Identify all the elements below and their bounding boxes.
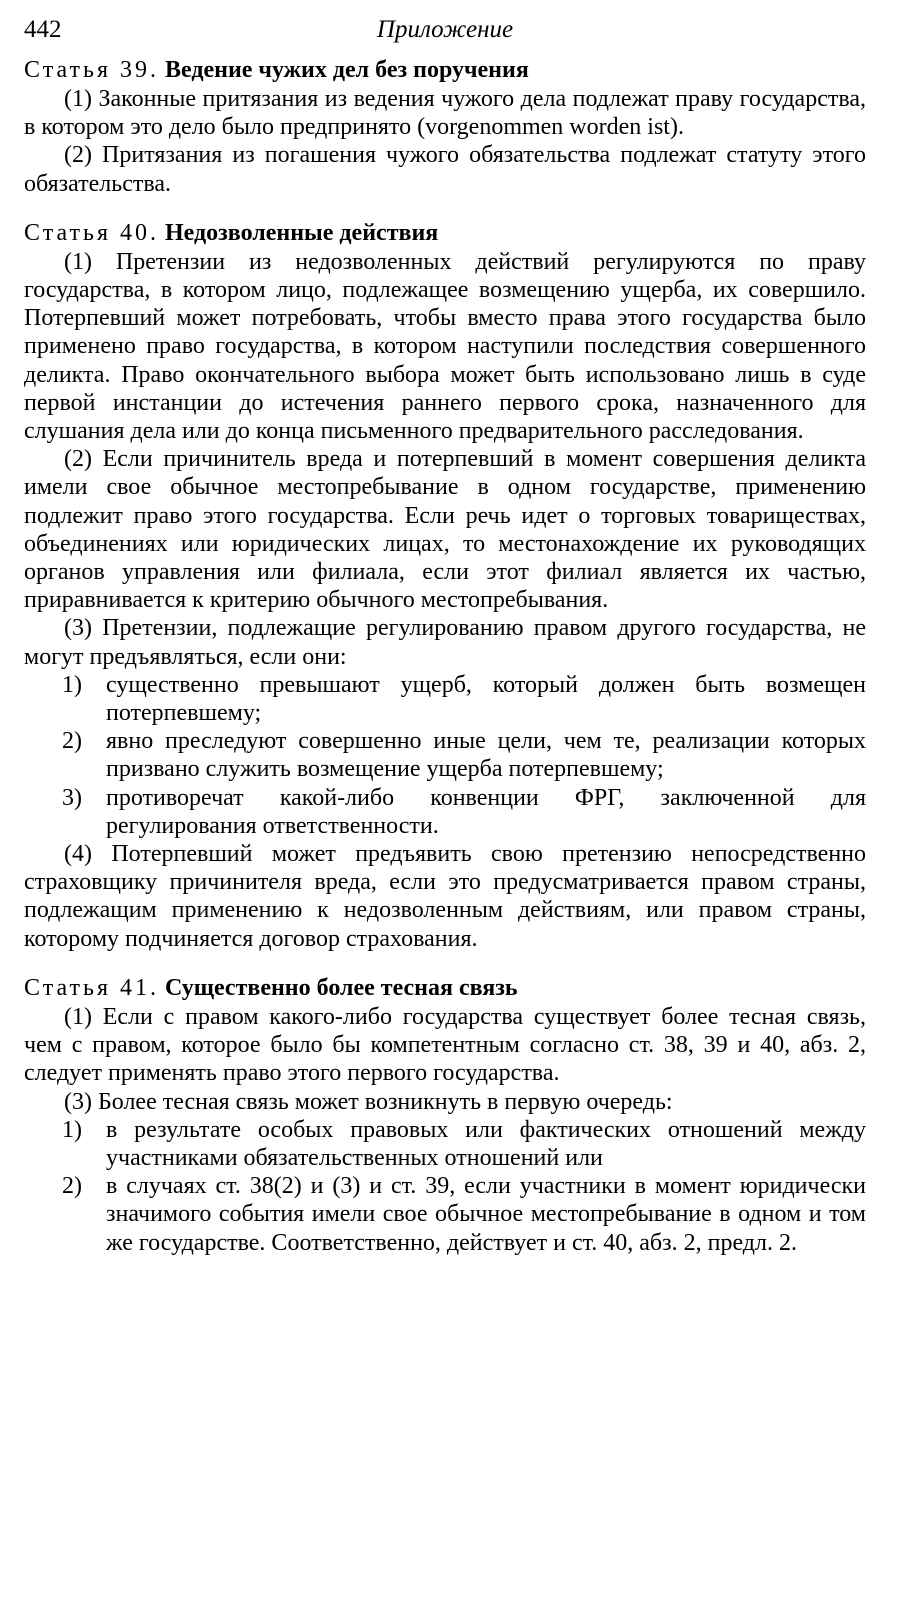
article-40 [24,219,866,953]
article-title: Недозволенные действия [164,219,439,246]
list-item [24,784,866,840]
paragraph: (3) Претензии, подлежащие регулированию правом другого государства, не могут предъявляться, если они: [24,615,866,670]
list-number: 3) [62,784,82,811]
list-text: существенно превышают ущерб, который должен быть возмещен потерпевшему; [106,671,866,727]
article-41 [24,974,866,1257]
list-text: в случаях ст. 38(2) и (3) и ст. 39, если участники в момент юридически значимого события имели свое обычное местопребывание в одном и том же государстве. Соответственно, действует и ст. 40, абз. 2, предл. 2. [106,1173,866,1256]
page-number: 442 [24,16,62,43]
paragraph: (2) Притязания из погашения чужого обязательства подлежат статуту этого обязательства. [24,142,866,197]
article-heading [24,974,866,1003]
paragraph: (1) Претензии из недозволенных действий регулируются по праву государства, в котором лицо, подлежащее возмещению ущерба, их совершило. Потерпевший может потребовать, чтобы вместо права этого государства было применено право государства, в котором наступили последствия совершенного деликта. Право окончательного выбора может быть использовано лишь в суде первой инстанции до истечения раннего первого срока, назначенного для слушания дела или до конца письменного предварительного расследования. [24,248,866,445]
list-number: 1) [62,1116,82,1143]
article-heading [24,56,866,85]
list-number: 1) [62,671,82,698]
article-title: Ведение чужих дел без поручения [164,57,529,83]
list-item [24,1172,866,1257]
list-text: противоречат какой-либо конвенции ФРГ, заключенной для регулирования ответственности. [106,784,866,839]
running-title: Приложение [376,16,514,43]
list-item [24,727,866,783]
article-label: Статья 41. [24,974,159,1001]
article-label: Статья 40. [24,219,159,246]
paragraph: (1) Если с правом какого-либо государства существует более тесная связь, чем с правом, которое было бы компетентным согласно ст. 38, 39 и 40, абз. 2, следует применять право этого первого государства. [24,1003,866,1087]
list-text: явно преследуют совершенно иные цели, чем те, реализации которых призвано служить возмещение ущерба потерпевшему; [106,728,866,783]
article-label: Статья 39. [24,57,159,83]
paragraph: (3) Более тесная связь может возникнуть в первую очередь: [64,1088,673,1115]
paragraph: (2) Если причинитель вреда и потерпевший в момент совершения деликта имели свое обычное местопребывание в одном государстве, применению подлежит право этого государства. Если речь идет о торговых товариществах, объединениях или юридических лицах, то местонахождение их руководящих органов управления или филиала, если этот филиал является их частью, приравнивается к критерию обычного местопребывания. [24,446,866,614]
article-39 [24,56,866,198]
article-title: Существенно более тесная связь [164,974,518,1001]
list-number: 2) [62,1173,82,1200]
list-text: в результате особых правовых или фактических отношений между участниками обязательственных отношений или [106,1116,866,1171]
article-heading [24,219,866,248]
running-header [24,16,866,56]
list-item [24,671,866,727]
paragraph: (1) Законные притязания из ведения чужого дела подлежат праву государства, в котором это дело было предпринято (vorgenommen worden ist). [24,86,866,141]
list-number: 2) [62,728,82,755]
list-item [24,1116,866,1172]
paragraph: (4) Потерпевший может предъявить свою претензию непосредственно страховщику причинителя вреда, если это предусматривается правом страны, подлежащим применению к недозволенным действиям, или правом страны, которому подчиняется договор страхования. [24,841,866,952]
